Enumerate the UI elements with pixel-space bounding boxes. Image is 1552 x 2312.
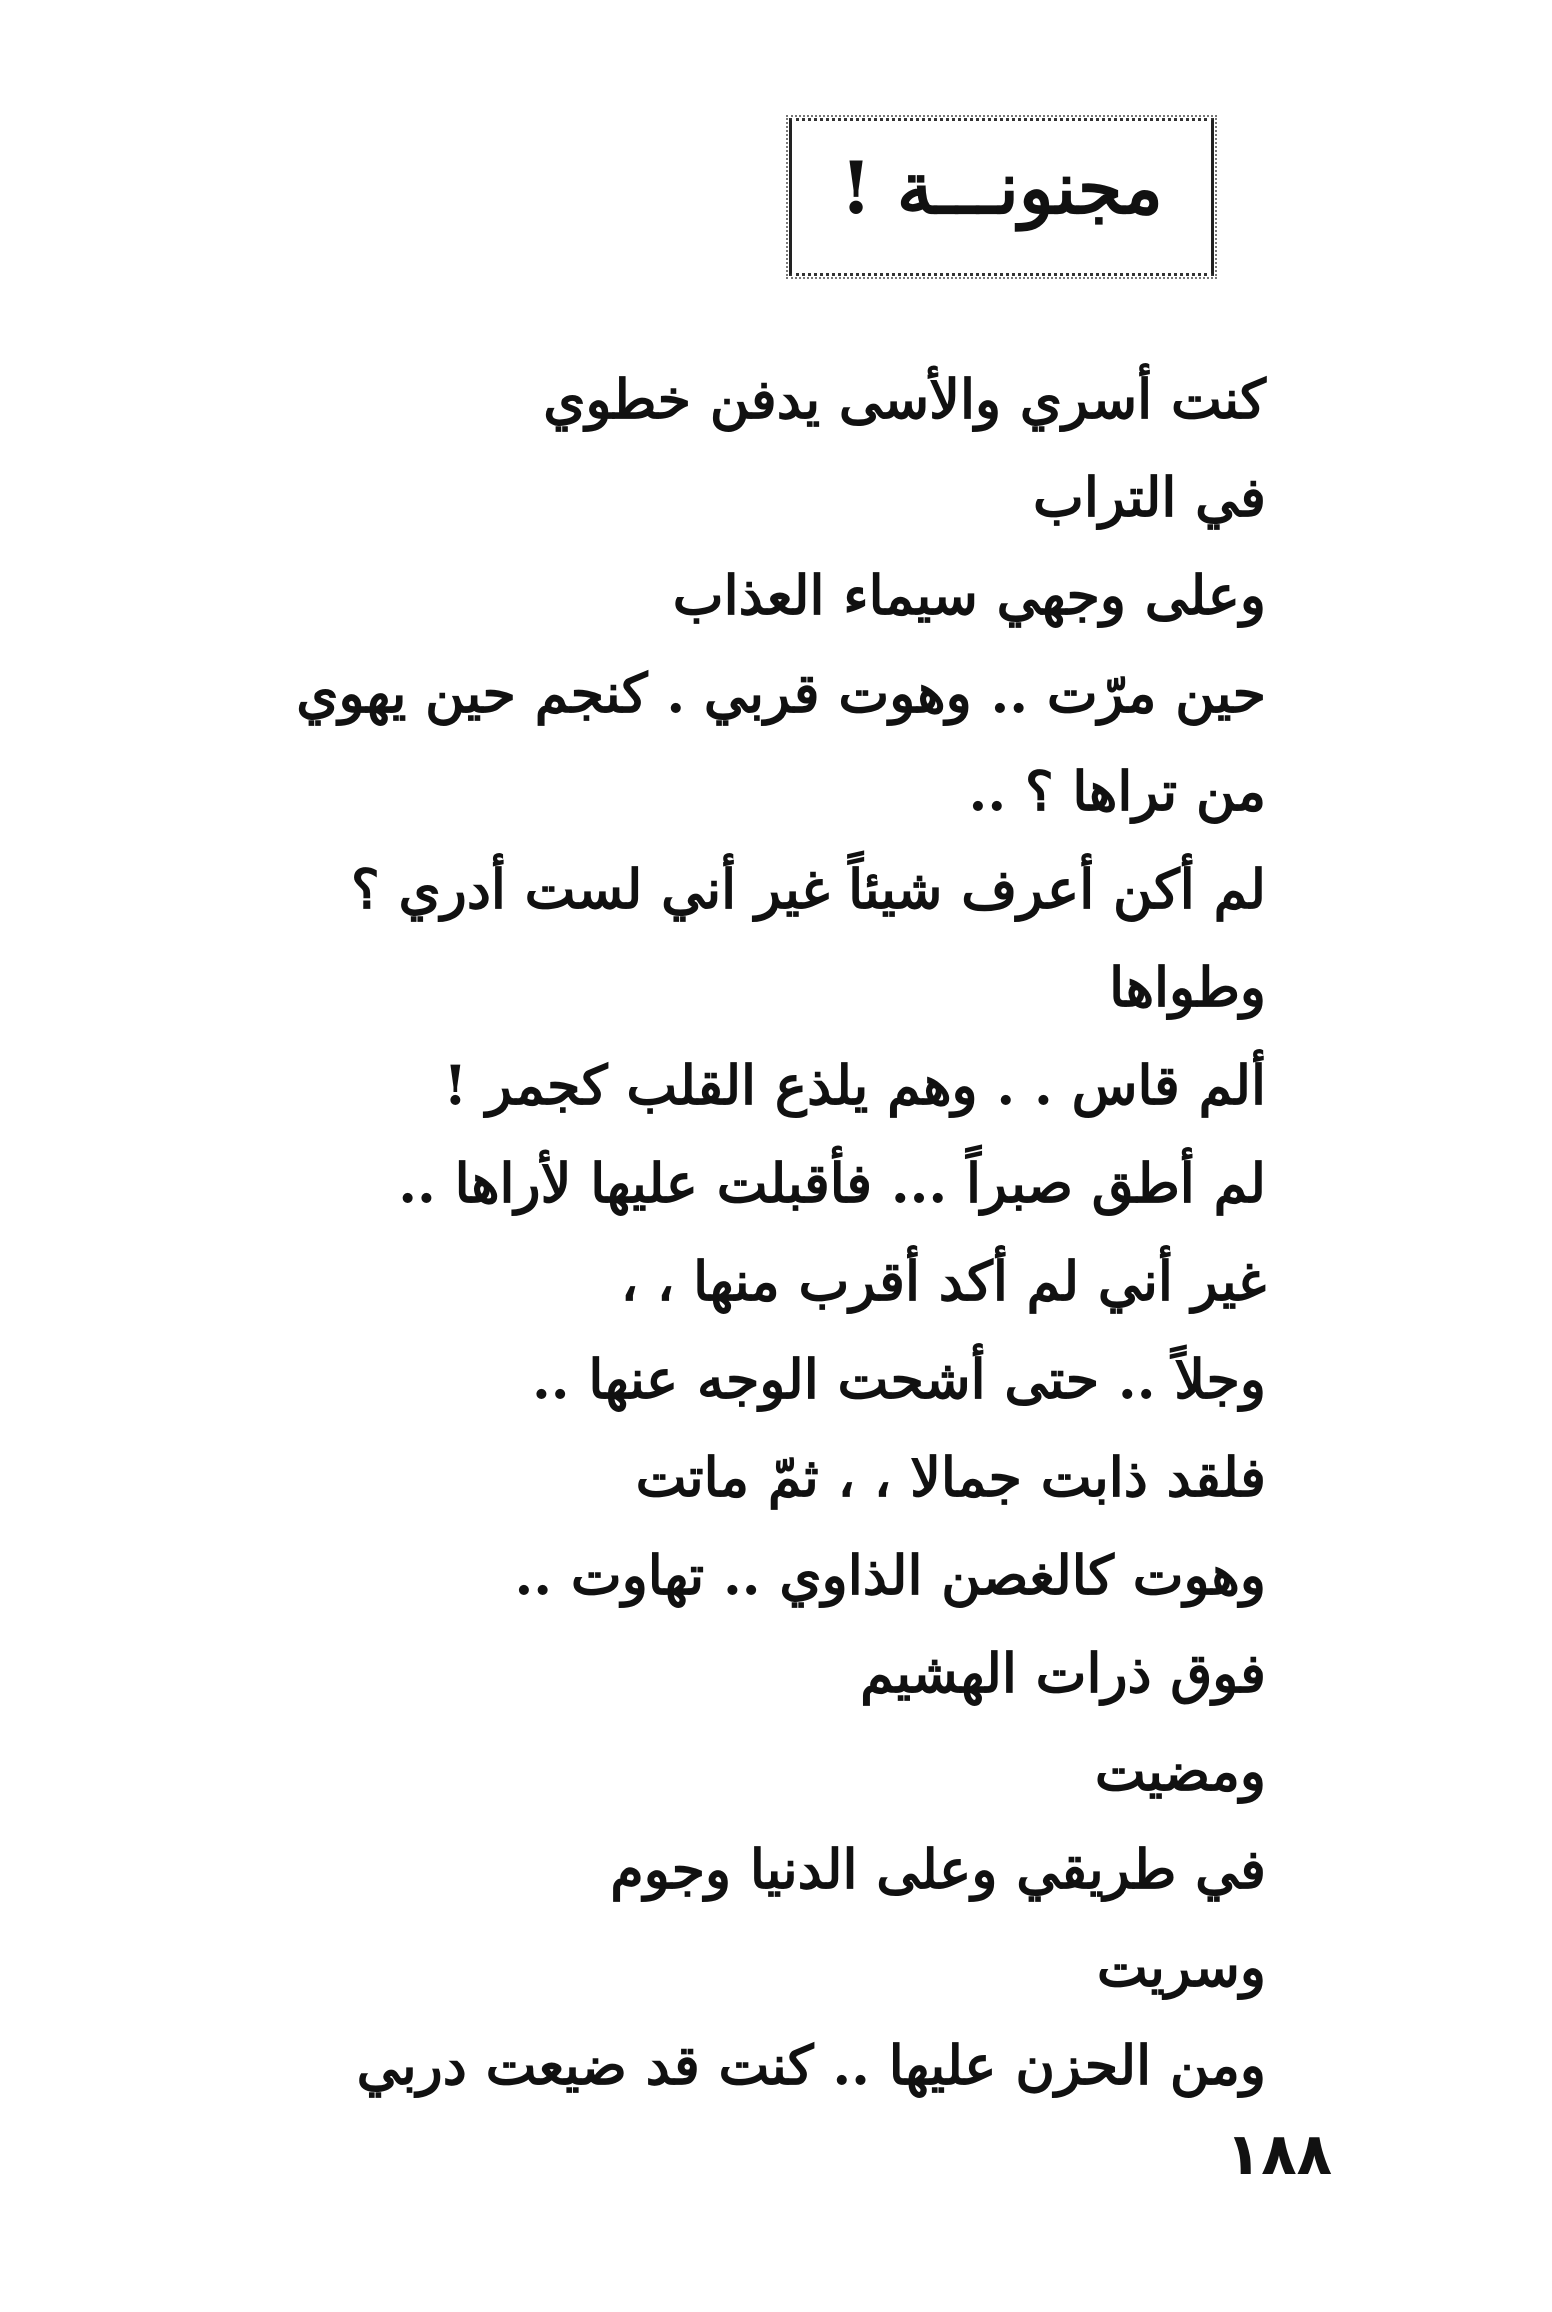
page-number: ١٨٨	[1225, 2120, 1332, 2188]
poem-line: وعلى وجهي سيماء العذاب	[672, 563, 1266, 627]
poem-line: وهوت كالغصن الذاوي .. تهاوت ..	[514, 1543, 1266, 1607]
poem-line: ألم قاس . . وهم يلذع القلب كجمر !	[443, 1053, 1266, 1117]
poem-line: وسريت	[1096, 1935, 1266, 1999]
poem-line: من تراها ؟ ..	[968, 759, 1266, 823]
poem-line: فوق ذرات الهشيم	[860, 1641, 1266, 1705]
poem-line: في التراب	[1032, 465, 1266, 529]
poem-line: غير أني لم أكد أقرب منها ، ،	[620, 1249, 1266, 1313]
poem-line: ومضيت	[1094, 1739, 1266, 1803]
poem-line: لم أكن أعرف شيئاً غير أني لست أدري ؟	[351, 857, 1266, 921]
title-frame	[789, 118, 1214, 276]
poem-title: مجنونـــة !	[840, 145, 1163, 230]
poem-line: كنت أسري والأسى يدفن خطوي	[543, 367, 1266, 431]
poem-line: وطواها	[1109, 955, 1266, 1019]
poem-line: حين مرّت .. وهوت قربي . كنجم حين يهوي	[296, 661, 1266, 725]
poem-line: فلقد ذابت جمالا ، ، ثمّ ماتت	[635, 1445, 1266, 1509]
poem-line: لم أطق صبراً ... فأقبلت عليها لأراها ..	[398, 1151, 1266, 1215]
poem-line: ومن الحزن عليها .. كنت قد ضيعت دربي	[356, 2033, 1266, 2097]
poem-body	[166, 350, 1266, 2114]
poem-line: وجلاً .. حتى أشحت الوجه عنها ..	[531, 1347, 1266, 1411]
poem-line: في طريقي وعلى الدنيا وجوم	[610, 1837, 1266, 1901]
